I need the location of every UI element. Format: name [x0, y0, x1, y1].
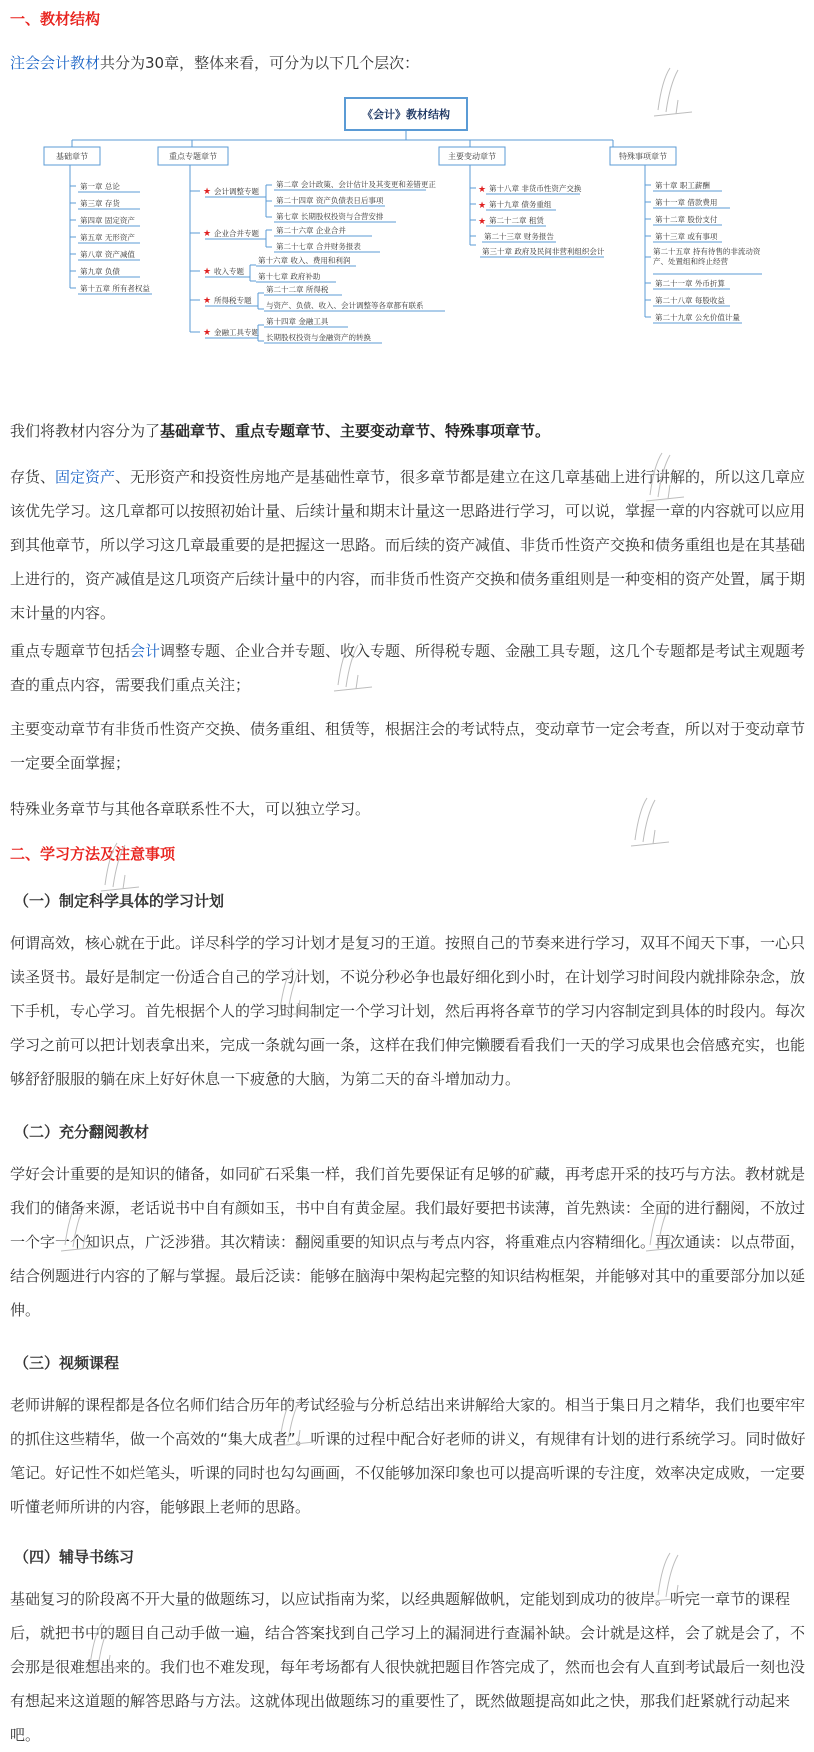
change-item: 第二十三章 财务报告 [484, 232, 554, 241]
special-chapters-paragraph [10, 634, 806, 702]
section-heading-structure: 一、教材结构 [10, 10, 101, 28]
category-change-label: 主要变动章节 [448, 152, 496, 161]
special-item: 第二十八章 每股收益 [655, 296, 725, 305]
accounting-link[interactable]: 会计 [130, 642, 161, 660]
special-group-item: 第十四章 金融工具 [266, 317, 329, 326]
star-icon: ★ [203, 229, 212, 239]
read-textbook-paragraph: 学好会计重要的是知识的储备，如同矿石采集一样，我们首先要保证有足够的矿藏，再考虑开采的技巧与方法。教材就是我们的储备来源，老话说书中自有颜如玉，书中自有黄金屋。我们最好要把书读薄，首先熟读：全面的进行翻阅，不放过一个字一个知识点，广泛涉猎。其次精读：翻阅重要的知识点与考点内容，将重难点内容精细化。再次通读：以点带面，结合例题进行内容的了解与掌握。最后泛读：能够在脑海中架构起完整的知识结构框架，并能够对其中的重要部分加以延伸。 [10, 1165, 806, 1319]
change-item: 第十八章 非货币性资产交换 [489, 184, 582, 193]
special-group-item: 第二十四章 资产负债表日后事项 [276, 196, 384, 205]
summary-bold: 基础章节、重点专题章节、主要变动章节、特殊事项章节。 [160, 422, 551, 440]
intro-link[interactable]: 注会会计教材 [10, 54, 101, 72]
basic-before-link: 存货、 [10, 468, 56, 486]
special-before-link: 重点专题章节包括 [10, 642, 131, 660]
category-base-label: 基础章节 [56, 152, 88, 161]
special-group-item: 第二十七章 合并财务报表 [276, 242, 361, 251]
star-icon: ★ [478, 201, 487, 211]
diagram-title: 《会计》教材结构 [362, 108, 450, 121]
basic-chapters-paragraph [10, 460, 806, 630]
star-icon: ★ [203, 267, 212, 277]
change-chapters-paragraph: 主要变动章节有非货币性资产交换、债务重组、租赁等，根据注会的考试特点，变动章节一定会考查，所以对于变动章节一定要全面掌握； [10, 720, 806, 772]
star-icon: ★ [203, 296, 212, 306]
star-icon: ★ [478, 185, 487, 195]
intro-paragraph [10, 52, 806, 74]
change-items [470, 183, 605, 257]
special-item: 第十三章 或有事项 [655, 232, 718, 241]
special-group-item: 第十七章 政府补助 [258, 272, 321, 281]
special-group-item: 与资产、负债、收入、会计调整等各章都有联系 [266, 301, 424, 310]
intro-text: 共分为30章，整体来看，可分为以下几个层次： [100, 54, 420, 72]
subheading-study-plan: （一）制定科学具体的学习计划 [14, 892, 225, 910]
base-item: 第一章 总论 [80, 182, 120, 191]
star-icon: ★ [203, 187, 212, 197]
change-item: 第三十章 政府及民间非营利组织会计 [482, 247, 605, 256]
star-icon: ★ [478, 217, 487, 227]
special-group-item: 第七章 长期股权投资与合营安排 [276, 212, 384, 221]
special-group-label: 会计调整专题 [214, 187, 259, 196]
special-group-item: 长期股权投资与金融资产的转换 [266, 333, 371, 342]
special-item-wrap [653, 247, 763, 273]
star-icon: ★ [203, 328, 212, 338]
base-item: 第十五章 所有者权益 [80, 284, 150, 293]
misc-chapters-paragraph: 特殊业务章节与其他各章联系性不大，可以独立学习。 [10, 800, 371, 818]
basic-after-link: 、无形资产和投资性房地产是基础性章节，很多章节都是建立在这几章基础上进行讲解的，所以这几章应该优先学习。这几章都可以按照初始计量、后续计量和期末计量这一思路进行学习，可以说，掌握一章的内容就可以应用到其他章节，所以学习这几章最重要的是把握这一思路。而后续的资产减值、非货币性资产交换和债务重组也是在其基础上进行的，资产减值是这几项资产后续计量中的内容，而非货币性资产交换和债务重组则是一种变相的资产处置，属于期末计量的内容。 [10, 468, 806, 622]
special-after-link: 调整专题、企业合并专题、收入专题、所得税专题、金融工具专题，这几个专题都是考试主观题考查的重点内容，需要我们重点关注； [10, 642, 806, 694]
special-group-label: 收入专题 [214, 267, 244, 276]
special-item: 第十二章 股份支付 [655, 215, 718, 224]
base-item: 第九章 负债 [80, 267, 120, 276]
practice-paragraph: 基础复习的阶段离不开大量的做题练习，以应试指南为桨，以经典题解做帆，定能划到成功的彼岸。听完一章节的课程后，就把书中的题目自己动手做一遍，结合答案找到自己学习上的漏洞进行查漏补缺。会计就是这样，会了就是会了，不会那是很难想出来的。我们也不难发现，每年考场都有人很快就把题目作答完成了，然而也会有人直到考试最后一刻也没有想起来这道题的解答思路与方法。这就体现出做题练习的重要性了，既然做题提高如此之快，那我们赶紧就行动起来吧。 [10, 1590, 806, 1744]
base-item: 第三章 存货 [80, 199, 120, 208]
special-item: 第十章 职工薪酬 [655, 181, 710, 190]
category-special-items-label: 特殊事项章节 [619, 152, 667, 161]
summary-paragraph [10, 420, 806, 442]
special-group-item: 第二十六章 企业合并 [276, 226, 346, 235]
change-item: 第二十二章 租赁 [489, 216, 544, 225]
special-item: 第二十九章 公允价值计量 [655, 313, 740, 322]
subheading-practice: （四）辅导书练习 [14, 1548, 135, 1566]
base-item: 第四章 固定资产 [80, 216, 135, 225]
base-item: 第八章 资产减值 [80, 250, 135, 259]
special-item-list [645, 180, 763, 323]
video-course-paragraph: 老师讲解的课程都是各位名师们结合历年的考试经验与分析总结出来讲解给大家的。相当于集日月之精华，我们也要牢牢的抓住这些精华，做一个高效的“集大成者”。听课的过程中配合好老师的讲义，有规律有计划的进行系统学习。同时做好笔记。好记性不如烂笔头，听课的同时也勾勾画画，不仅能够加深印象也可以提高听课的专注度，效率决定成败，一定要听懂老师所讲的内容，能够跟上老师的思路。 [10, 1396, 806, 1516]
subheading-read-textbook: （二）充分翻阅教材 [14, 1123, 150, 1141]
special-group-label: 金融工具专题 [214, 328, 259, 337]
section-heading-methods: 二、学习方法及注意事项 [10, 845, 176, 863]
special-group-label: 企业合并专题 [214, 229, 259, 238]
base-item: 第五章 无形资产 [80, 233, 135, 242]
special-group-item: 第十六章 收入、费用和利润 [258, 256, 351, 265]
change-item: 第十九章 债务重组 [489, 200, 552, 209]
special-group-label: 所得税专题 [214, 296, 252, 305]
study-plan-paragraph: 何谓高效，核心就在于此。详尽科学的学习计划才是复习的王道。按照自己的节奏来进行学习，双耳不闻天下事，一心只读圣贤书。最好是制定一份适合自己的学习计划，不说分秒必争也最好细化到小时，在计划学习时间段内就排除杂念，放下手机，专心学习。首先根据个人的学习时间制定一个学习计划，然后再将各章节的学习内容制定到具体的时段内。每次学习之前可以把计划表拿出来，完成一条就勾画一条，这样在我们伸完懒腰看看我们一天的学习成果也会倍感充实，也能够舒舒服服的躺在床上好好休息一下疲惫的大脑，为第二天的奋斗增加动力。 [10, 934, 806, 1088]
textbook-structure-diagram [0, 85, 814, 355]
special-groups [190, 179, 445, 343]
base-items [70, 181, 152, 294]
fixed-assets-link[interactable]: 固定资产 [55, 468, 116, 486]
category-special-label: 重点专题章节 [169, 152, 217, 161]
special-group-item: 第二章 会计政策、会计估计及其变更和差错更正 [276, 180, 436, 189]
special-item: 第二十一章 外币折算 [655, 279, 725, 288]
summary-prefix: 我们将教材内容分为了 [10, 422, 161, 440]
special-group-item: 第二十二章 所得税 [266, 285, 329, 294]
special-item: 第十一章 借款费用 [655, 198, 718, 207]
special-item: 第二十五章 持有待售的非流动资产、处置组和终止经营 [653, 247, 761, 266]
subheading-video-course: （三）视频课程 [14, 1354, 120, 1372]
